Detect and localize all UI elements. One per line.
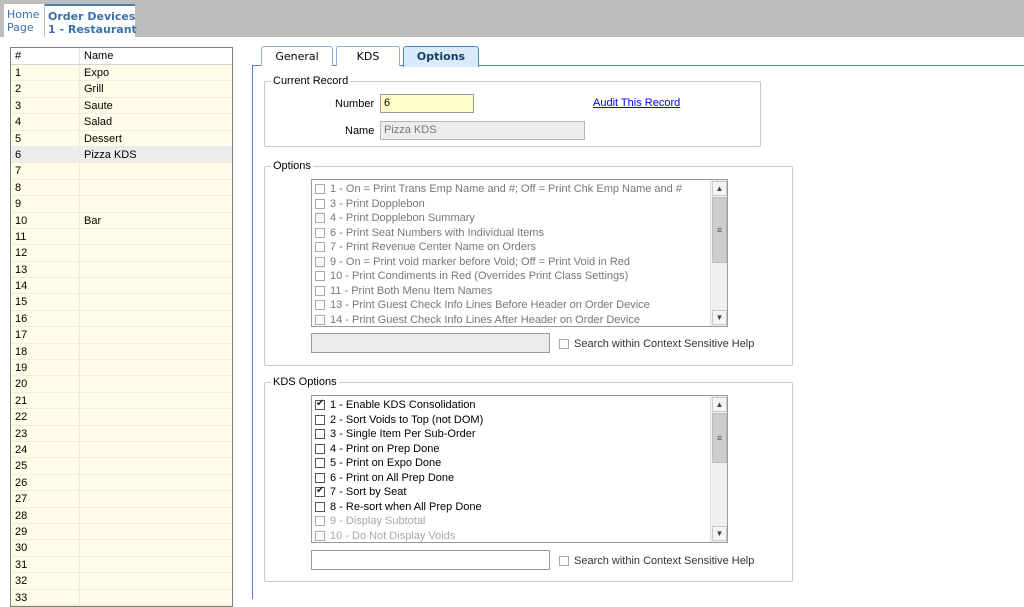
row-number-cell: 2 <box>11 81 80 96</box>
row-name-cell <box>80 491 232 506</box>
table-row[interactable] <box>11 442 232 458</box>
row-name-cell <box>80 475 232 490</box>
table-row[interactable] <box>11 163 232 179</box>
grid-header <box>11 48 232 65</box>
down-arrow-icon[interactable]: ▼ <box>712 310 727 325</box>
row-name-cell <box>80 294 232 309</box>
row-number-cell: 13 <box>11 262 80 277</box>
row-number-cell: 10 <box>11 213 80 228</box>
option-label: 7 - Print Revenue Center Name on Orders <box>330 241 537 254</box>
checkbox-icon[interactable] <box>559 339 569 349</box>
list-item[interactable] <box>312 269 710 284</box>
option-label: 13 - Print Guest Check Info Lines Before Header on Order Device <box>330 299 650 312</box>
option-checkbox[interactable] <box>315 487 325 497</box>
kds-options-search-help-checkbox[interactable] <box>559 555 754 567</box>
option-checkbox[interactable] <box>315 228 325 238</box>
up-arrow-icon[interactable]: ▲ <box>712 397 727 412</box>
row-number-cell: 25 <box>11 458 80 473</box>
table-row[interactable] <box>11 114 232 130</box>
row-number-cell: 4 <box>11 114 80 129</box>
row-name-cell <box>80 442 232 457</box>
table-row[interactable] <box>11 376 232 392</box>
table-row[interactable] <box>11 524 232 540</box>
row-number-cell: 29 <box>11 524 80 539</box>
row-number-cell: 12 <box>11 245 80 260</box>
list-item[interactable] <box>312 427 710 442</box>
option-label: 4 - Print Dopplebon Summary <box>330 212 475 225</box>
option-label: 3 - Print Dopplebon <box>330 197 425 210</box>
list-item[interactable] <box>312 485 710 500</box>
grid-header-number[interactable]: # <box>11 48 80 64</box>
row-name-cell: Expo <box>84 67 110 79</box>
table-row[interactable] <box>11 180 232 196</box>
row-name-cell <box>80 196 232 211</box>
table-row[interactable] <box>11 278 232 294</box>
option-label: 14 - Print Guest Check Info Lines After Header on Order Device <box>330 313 640 326</box>
options-legend: Options <box>273 160 311 172</box>
row-name-cell <box>80 262 232 277</box>
option-checkbox[interactable] <box>315 531 325 541</box>
row-name-cell <box>80 540 232 555</box>
row-name-cell <box>80 344 232 359</box>
name-field[interactable]: Pizza KDS <box>380 121 585 140</box>
table-row[interactable] <box>11 327 232 343</box>
row-name-cell: Saute <box>84 99 113 112</box>
row-number-cell: 6 <box>11 147 80 162</box>
list-item[interactable] <box>312 240 710 255</box>
home-tab-line2: Page <box>7 21 34 34</box>
table-row[interactable] <box>11 393 232 409</box>
table-row[interactable] <box>11 262 232 278</box>
order-devices-tab[interactable] <box>45 4 135 37</box>
option-checkbox[interactable] <box>315 400 325 410</box>
kds-options-legend: KDS Options <box>273 376 337 388</box>
kds-options-search-input[interactable] <box>311 550 550 570</box>
option-checkbox[interactable] <box>315 516 325 526</box>
number-field[interactable]: 6 <box>380 94 474 113</box>
option-checkbox[interactable] <box>315 286 325 296</box>
option-label: 1 - On = Print Trans Emp Name and #; Off = Print Chk Emp Name and # <box>330 183 682 196</box>
options-search-help-checkbox[interactable] <box>559 338 754 350</box>
grip-icon[interactable]: ≡ <box>712 197 727 263</box>
row-number-cell: 3 <box>11 98 80 113</box>
option-label: 6 - Print Seat Numbers with Individual Items <box>330 226 544 239</box>
list-item[interactable] <box>312 514 710 529</box>
option-checkbox[interactable] <box>315 300 325 310</box>
option-label: 10 - Do Not Display Voids <box>330 529 456 542</box>
grid-body <box>11 65 232 606</box>
option-label: 9 - On = Print void marker before Void; Off = Print Void in Red <box>330 255 631 268</box>
row-name-cell <box>80 360 232 375</box>
option-label: 7 - Sort by Seat <box>330 486 407 499</box>
row-number-cell: 11 <box>11 229 80 244</box>
option-checkbox[interactable] <box>315 242 325 252</box>
option-checkbox[interactable] <box>315 199 325 209</box>
tab-options[interactable]: Options <box>403 46 479 67</box>
option-checkbox[interactable] <box>315 257 325 267</box>
row-number-cell: 21 <box>11 393 80 408</box>
row-name-cell <box>80 229 232 244</box>
list-item[interactable] <box>312 442 710 457</box>
row-number-cell: 1 <box>11 65 80 80</box>
option-checkbox[interactable] <box>315 458 325 468</box>
row-number-cell: 31 <box>11 557 80 572</box>
table-row[interactable] <box>11 491 232 507</box>
row-name-cell: Bar <box>84 214 102 227</box>
list-item[interactable] <box>312 313 710 327</box>
options-search-input[interactable] <box>311 333 550 353</box>
checkbox-icon[interactable] <box>559 556 569 566</box>
row-number-cell: 7 <box>11 163 80 178</box>
option-checkbox[interactable] <box>315 271 325 281</box>
table-row[interactable] <box>11 590 232 606</box>
table-row[interactable] <box>11 508 232 524</box>
list-item[interactable] <box>312 255 710 270</box>
table-row[interactable] <box>11 294 232 310</box>
row-name-cell: Salad <box>84 116 113 129</box>
row-number-cell: 30 <box>11 540 80 555</box>
option-checkbox[interactable] <box>315 444 325 454</box>
tab-kds[interactable]: KDS <box>336 46 400 66</box>
list-item[interactable] <box>312 529 710 543</box>
table-row[interactable] <box>11 131 232 147</box>
kds-options-search-help-label: Search within Context Sensitive Help <box>574 555 755 567</box>
row-number-cell: 23 <box>11 426 80 441</box>
option-label: 6 - Print on All Prep Done <box>330 471 455 484</box>
option-label: 10 - Print Condiments in Red (Overrides Print Class Settings) <box>330 270 629 283</box>
row-name-cell <box>80 409 232 424</box>
table-row[interactable] <box>11 426 232 442</box>
row-number-cell: 9 <box>11 196 80 211</box>
option-label: 9 - Display Subtotal <box>330 515 426 528</box>
top-navigation-bar <box>0 0 1024 37</box>
name-label: Name <box>345 125 375 137</box>
table-row[interactable] <box>11 409 232 425</box>
list-item[interactable] <box>312 284 710 299</box>
order-devices-tab-line2: 1 - Restaurant <box>48 23 137 36</box>
row-name-cell <box>80 458 232 473</box>
option-checkbox[interactable] <box>315 184 325 194</box>
row-number-cell: 26 <box>11 475 80 490</box>
option-label: 3 - Single Item Per Sub-Order <box>330 428 476 441</box>
option-label: 5 - Print on Expo Done <box>330 457 442 470</box>
home-tab-line1: Home <box>7 8 40 21</box>
row-number-cell: 33 <box>11 590 80 605</box>
kds-options-listbox[interactable] <box>311 395 728 543</box>
list-item[interactable] <box>312 500 710 515</box>
table-row[interactable] <box>11 147 232 163</box>
option-checkbox[interactable] <box>315 315 325 325</box>
list-item[interactable] <box>312 398 710 413</box>
order-devices-tab-line1: Order Devices <box>48 10 136 23</box>
number-label: Number <box>335 98 375 110</box>
row-name-cell <box>80 376 232 391</box>
row-name-cell <box>80 573 232 588</box>
row-name-cell <box>80 508 232 523</box>
row-number-cell: 19 <box>11 360 80 375</box>
row-number-cell: 20 <box>11 376 80 391</box>
list-item[interactable] <box>312 298 710 313</box>
down-arrow-icon[interactable]: ▼ <box>712 526 727 541</box>
table-row[interactable] <box>11 245 232 261</box>
kds-options-scrollbar[interactable] <box>710 396 727 542</box>
row-name-cell <box>80 557 232 572</box>
row-name-cell: Grill <box>84 83 104 96</box>
row-number-cell: 14 <box>11 278 80 293</box>
table-row[interactable] <box>11 458 232 474</box>
row-number-cell: 24 <box>11 442 80 457</box>
row-number-cell: 32 <box>11 573 80 588</box>
row-name-cell <box>80 393 232 408</box>
row-name-cell: Pizza KDS <box>84 148 137 161</box>
table-row[interactable] <box>11 229 232 245</box>
row-number-cell: 16 <box>11 311 80 326</box>
row-name-cell <box>80 163 232 178</box>
option-checkbox[interactable] <box>315 473 325 483</box>
row-name-cell <box>80 426 232 441</box>
table-row[interactable] <box>11 98 232 114</box>
row-name-cell <box>80 180 232 195</box>
up-arrow-icon[interactable]: ▲ <box>712 181 727 196</box>
table-row[interactable] <box>11 65 232 81</box>
list-item[interactable] <box>312 413 710 428</box>
option-label: 11 - Print Both Menu Item Names <box>330 284 493 297</box>
record-grid <box>10 47 233 607</box>
list-item[interactable] <box>312 182 710 197</box>
table-row[interactable] <box>11 360 232 376</box>
grip-icon[interactable]: ≡ <box>712 413 727 463</box>
option-label: 2 - Sort Voids to Top (not DOM) <box>330 413 484 426</box>
current-record-legend: Current Record <box>273 75 349 87</box>
options-items <box>312 180 710 326</box>
option-label: 4 - Print on Prep Done <box>330 442 440 455</box>
list-item[interactable] <box>312 471 710 486</box>
row-number-cell: 28 <box>11 508 80 523</box>
table-row[interactable] <box>11 475 232 491</box>
option-checkbox[interactable] <box>315 502 325 512</box>
option-checkbox[interactable] <box>315 415 325 425</box>
row-number-cell: 17 <box>11 327 80 342</box>
kds-options-items <box>312 396 710 542</box>
row-number-cell: 15 <box>11 294 80 309</box>
options-listbox[interactable] <box>311 179 728 327</box>
list-item[interactable] <box>312 226 710 241</box>
list-item[interactable] <box>312 197 710 212</box>
row-name-cell <box>80 278 232 293</box>
table-row[interactable] <box>11 557 232 573</box>
table-row[interactable] <box>11 213 232 229</box>
audit-record-link[interactable]: Audit This Record <box>593 97 681 109</box>
option-label: 8 - Re-sort when All Prep Done <box>330 500 482 513</box>
options-search-help-label: Search within Context Sensitive Help <box>574 338 755 350</box>
table-row[interactable] <box>11 344 232 360</box>
list-item[interactable] <box>312 456 710 471</box>
list-item[interactable] <box>312 211 710 226</box>
option-checkbox[interactable] <box>315 213 325 223</box>
tab-panel-left-border <box>252 65 253 599</box>
table-row[interactable] <box>11 81 232 97</box>
option-checkbox[interactable] <box>315 429 325 439</box>
grid-header-name[interactable]: Name <box>84 50 114 62</box>
row-number-cell: 27 <box>11 491 80 506</box>
row-name-cell <box>80 590 232 605</box>
row-number-cell: 18 <box>11 344 80 359</box>
row-number-cell: 8 <box>11 180 80 195</box>
option-label: 1 - Enable KDS Consolidation <box>330 399 476 412</box>
table-row[interactable] <box>11 573 232 589</box>
row-name-cell <box>80 245 232 260</box>
table-row[interactable] <box>11 196 232 212</box>
table-row[interactable] <box>11 540 232 556</box>
options-scrollbar[interactable] <box>710 180 727 326</box>
table-row[interactable] <box>11 311 232 327</box>
row-number-cell: 22 <box>11 409 80 424</box>
row-name-cell <box>80 311 232 326</box>
row-name-cell: Dessert <box>84 132 122 145</box>
home-page-tab[interactable] <box>4 4 44 37</box>
row-number-cell: 5 <box>11 131 80 146</box>
tab-general[interactable]: General <box>261 46 333 66</box>
row-name-cell <box>80 524 232 539</box>
row-name-cell <box>80 327 232 342</box>
